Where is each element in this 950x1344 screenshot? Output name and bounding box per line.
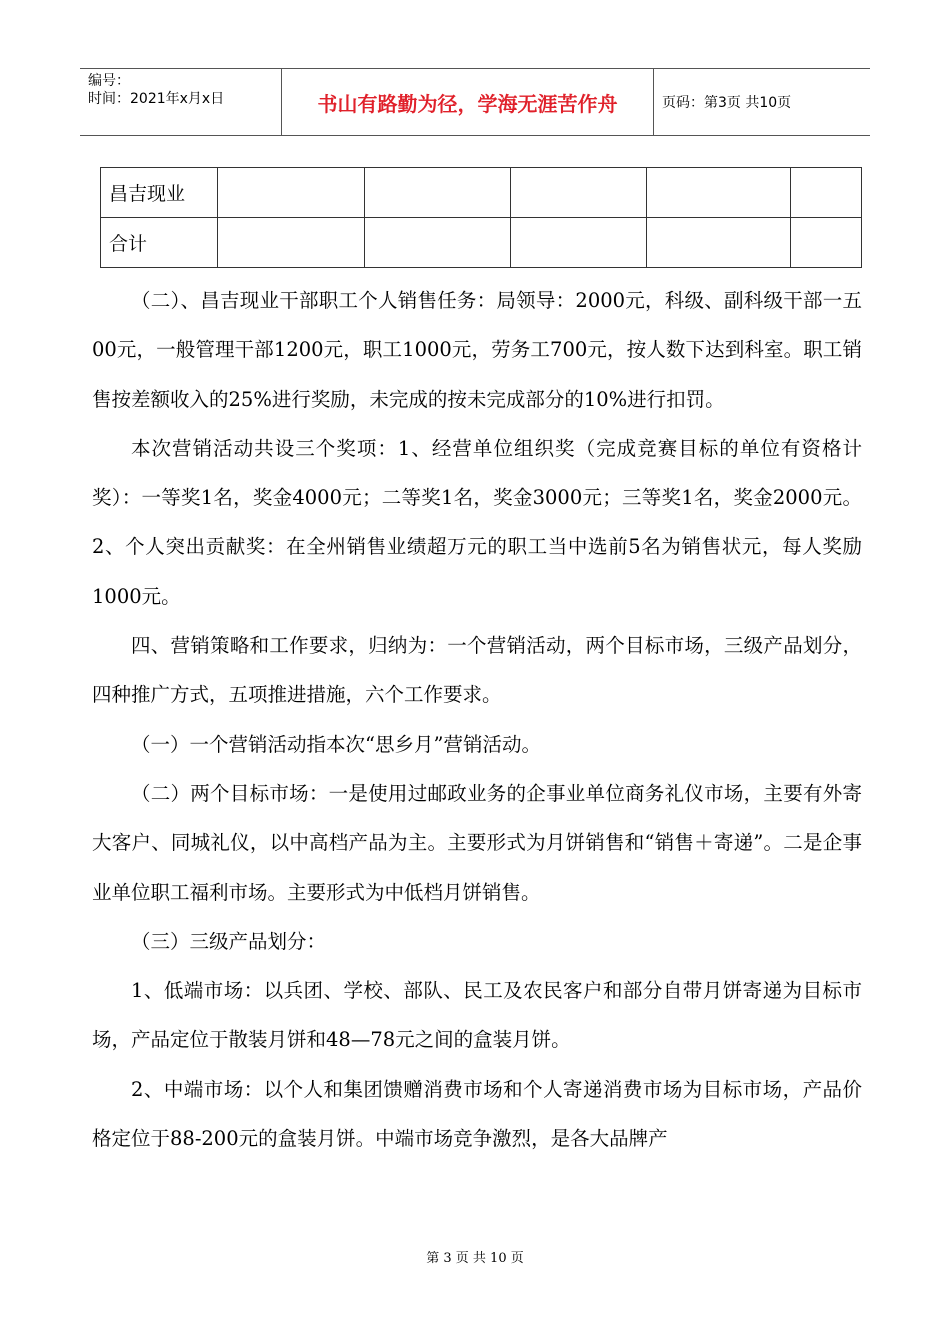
document-number-label: 编号： [88,73,130,89]
page-header [80,68,870,136]
paragraph: （一）一个营销活动指本次“思乡月”营销活动。 [131,732,541,756]
paragraph: 四、营销策略和工作要求，归纳为：一个营销活动，两个目标市场，三级产品划分，四种推广方式，五项推进措施，六个工作要求。 [92,634,862,707]
paragraph: 本次营销活动共设三个奖项：1、经营单位组织奖（完成竞赛目标的单位有资格计奖）：一等奖1名，奖金4000元；二等奖1名，奖金3000元；三等奖1名，奖金2000元。2、个人突出贡献奖：在全州销售业绩超万元的职工当中选前5名为销售状元，每人奖励1000元。 [92,436,862,608]
paragraph: （二）两个目标市场：一是使用过邮政业务的企事业单位商务礼仪市场，主要有外寄大客户、同城礼仪，以中高档产品为主。主要形式为月饼销售和“销售＋寄递”。二是企事业单位职工福利市场。主要形式为中低档月饼销售。 [92,781,862,904]
table-cell-label: 昌吉现业 [101,168,218,218]
table-row [101,218,862,268]
header-meta [80,69,282,135]
body-text [92,276,862,1163]
table-cell [511,218,647,268]
table-cell [218,168,365,218]
paragraph: 2、中端市场：以个人和集团馈赠消费市场和个人寄递消费市场为目标市场，产品价格定位于88-200元的盒装月饼。中端市场竞争激烈，是各大品牌产 [92,1077,862,1151]
paragraph: 1、低端市场：以兵团、学校、部队、民工及农民客户和部分自带月饼寄递为目标市场，产品定位于散装月饼和48—78元之间的盒装月饼。 [92,979,862,1052]
paragraph: （二）、昌吉现业干部职工个人销售任务：局领导：2000元，科级、副科级干部一五00元，一般管理干部1200元，职工1000元，劳务工700元，按人数下达到科室。职工销售按差额收入的25%进行奖励，未完成的按未完成部分的10%进行扣罚。 [92,289,862,411]
table-cell [791,168,862,218]
header-page-info: 页码：第3页 共10页 [662,95,792,111]
table-cell-label: 合计 [101,218,218,268]
page-footer: 第 3 页 共 10 页 [426,1251,524,1266]
document-date: 时间：2021年x月x日 [88,91,225,107]
paragraph: （三）三级产品划分： [131,929,327,953]
table-cell [791,218,862,268]
sales-table [100,167,862,268]
table-cell [647,168,791,218]
table-cell [365,218,511,268]
table-cell [218,218,365,268]
header-motto: 书山有路勤为径，学海无涯苦作舟 [282,69,654,135]
table-row [101,168,862,218]
table-cell [647,218,791,268]
table-cell [511,168,647,218]
table-cell [365,168,511,218]
